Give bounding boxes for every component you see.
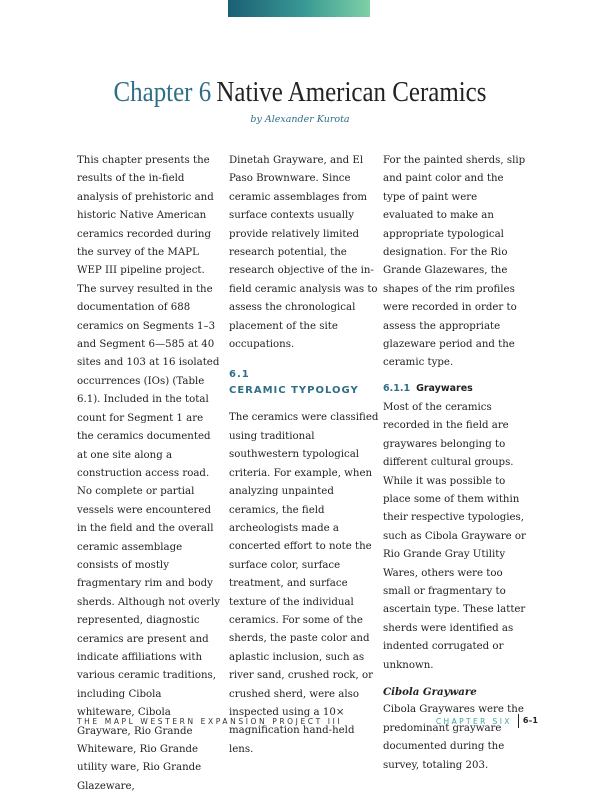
chapter-number: Chapter 6 — [113, 76, 212, 108]
paragraph: For the painted sherds, slip and paint color and the type of paint were evaluated to make an appropriate typological designation. For the Rio Grande Glazewares, the shapes of the rim profiles were recorded in order to assess the appropriate glazeware period and the ceramic type. — [383, 155, 526, 369]
column-1 — [77, 152, 222, 796]
chapter-heading: Native American Ceramics — [216, 76, 487, 108]
paragraph: Dinetah Grayware, and El Paso Brownware. Since ceramic assemblages from surface contexts usually provide relatively limited research potential, the research objective of the in-field ceramic analysis was to assess the chronological placement of the site occupations. — [229, 155, 378, 351]
column-3 — [383, 152, 528, 775]
header-color-bar — [228, 0, 370, 17]
page-number: 6–1 — [518, 714, 538, 728]
chapter-title — [42, 76, 558, 109]
paragraph: This chapter presents the results of the in-field analysis of prehistoric and historic Native American ceramics recorded during the survey of the MAPL WEP III pipeline project. The survey resulted in the documentation of 688 ceramics on Segments 1–3 and Segment 6—585 at 40 sites and 103 at 16 isolated occurrences (IOs) (Table 6.1). Included in the total count for Segment 1 are the ceramics documented at one site along a construction access road. No complete or partial vessels were encountered in the field and the overall ceramic assemblage consists of mostly fragmentary rim and body sherds. Although not overly represented, diagnostic ceramics are present and indicate affiliations with various ceramic traditions, including Cibola whiteware, Cibola Grayware, Rio Grande Whiteware, Rio Grande utility ware, Rio Grande Glazeware, — [77, 155, 221, 792]
paragraph: The ceramics were classified using traditional southwestern typological criteria. For example, when analyzing unpainted ceramics, the field archeologists made a concerted effort to note the surface color, surface treatment, and surface texture of the individual ceramics. For some of the sherds, the paste color and aplastic inclusion, such as river sand, crushed rock, or crushed sherd, were also inspected using a 10× magnification hand-held lens. — [229, 412, 379, 755]
section-heading — [229, 367, 379, 399]
section-number: 6.1 — [229, 369, 250, 381]
byline: by Alexander Kurota — [250, 114, 350, 125]
subsection-title: Graywares — [416, 382, 473, 394]
section-title: CERAMIC TYPOLOGY — [229, 385, 359, 397]
subsection-heading — [383, 381, 528, 397]
column-2 — [229, 152, 379, 759]
paragraph: Most of the ceramics recorded in the field are graywares belonging to different cultural groups. While it was possible to place some of them within their respective typologies, such as Cibola Grayware or Rio Grande Gray Utility Wares, others were too small or fragmentary to ascertain type. These latter sherds were identified as indented corrugated or unknown. — [383, 401, 526, 671]
paragraph: Cibola Graywares were the predominant grayware documented during the survey, totaling 203. — [383, 704, 524, 771]
footer-page-info — [436, 714, 538, 728]
footer-project-title: THE MAPL WESTERN EXPANSION PROJECT III — [77, 717, 343, 726]
subheading-cibola: Cibola Grayware — [383, 685, 477, 698]
footer-chapter: CHAPTER SIX — [435, 716, 512, 726]
subsection-number: 6.1.1 — [383, 382, 411, 394]
